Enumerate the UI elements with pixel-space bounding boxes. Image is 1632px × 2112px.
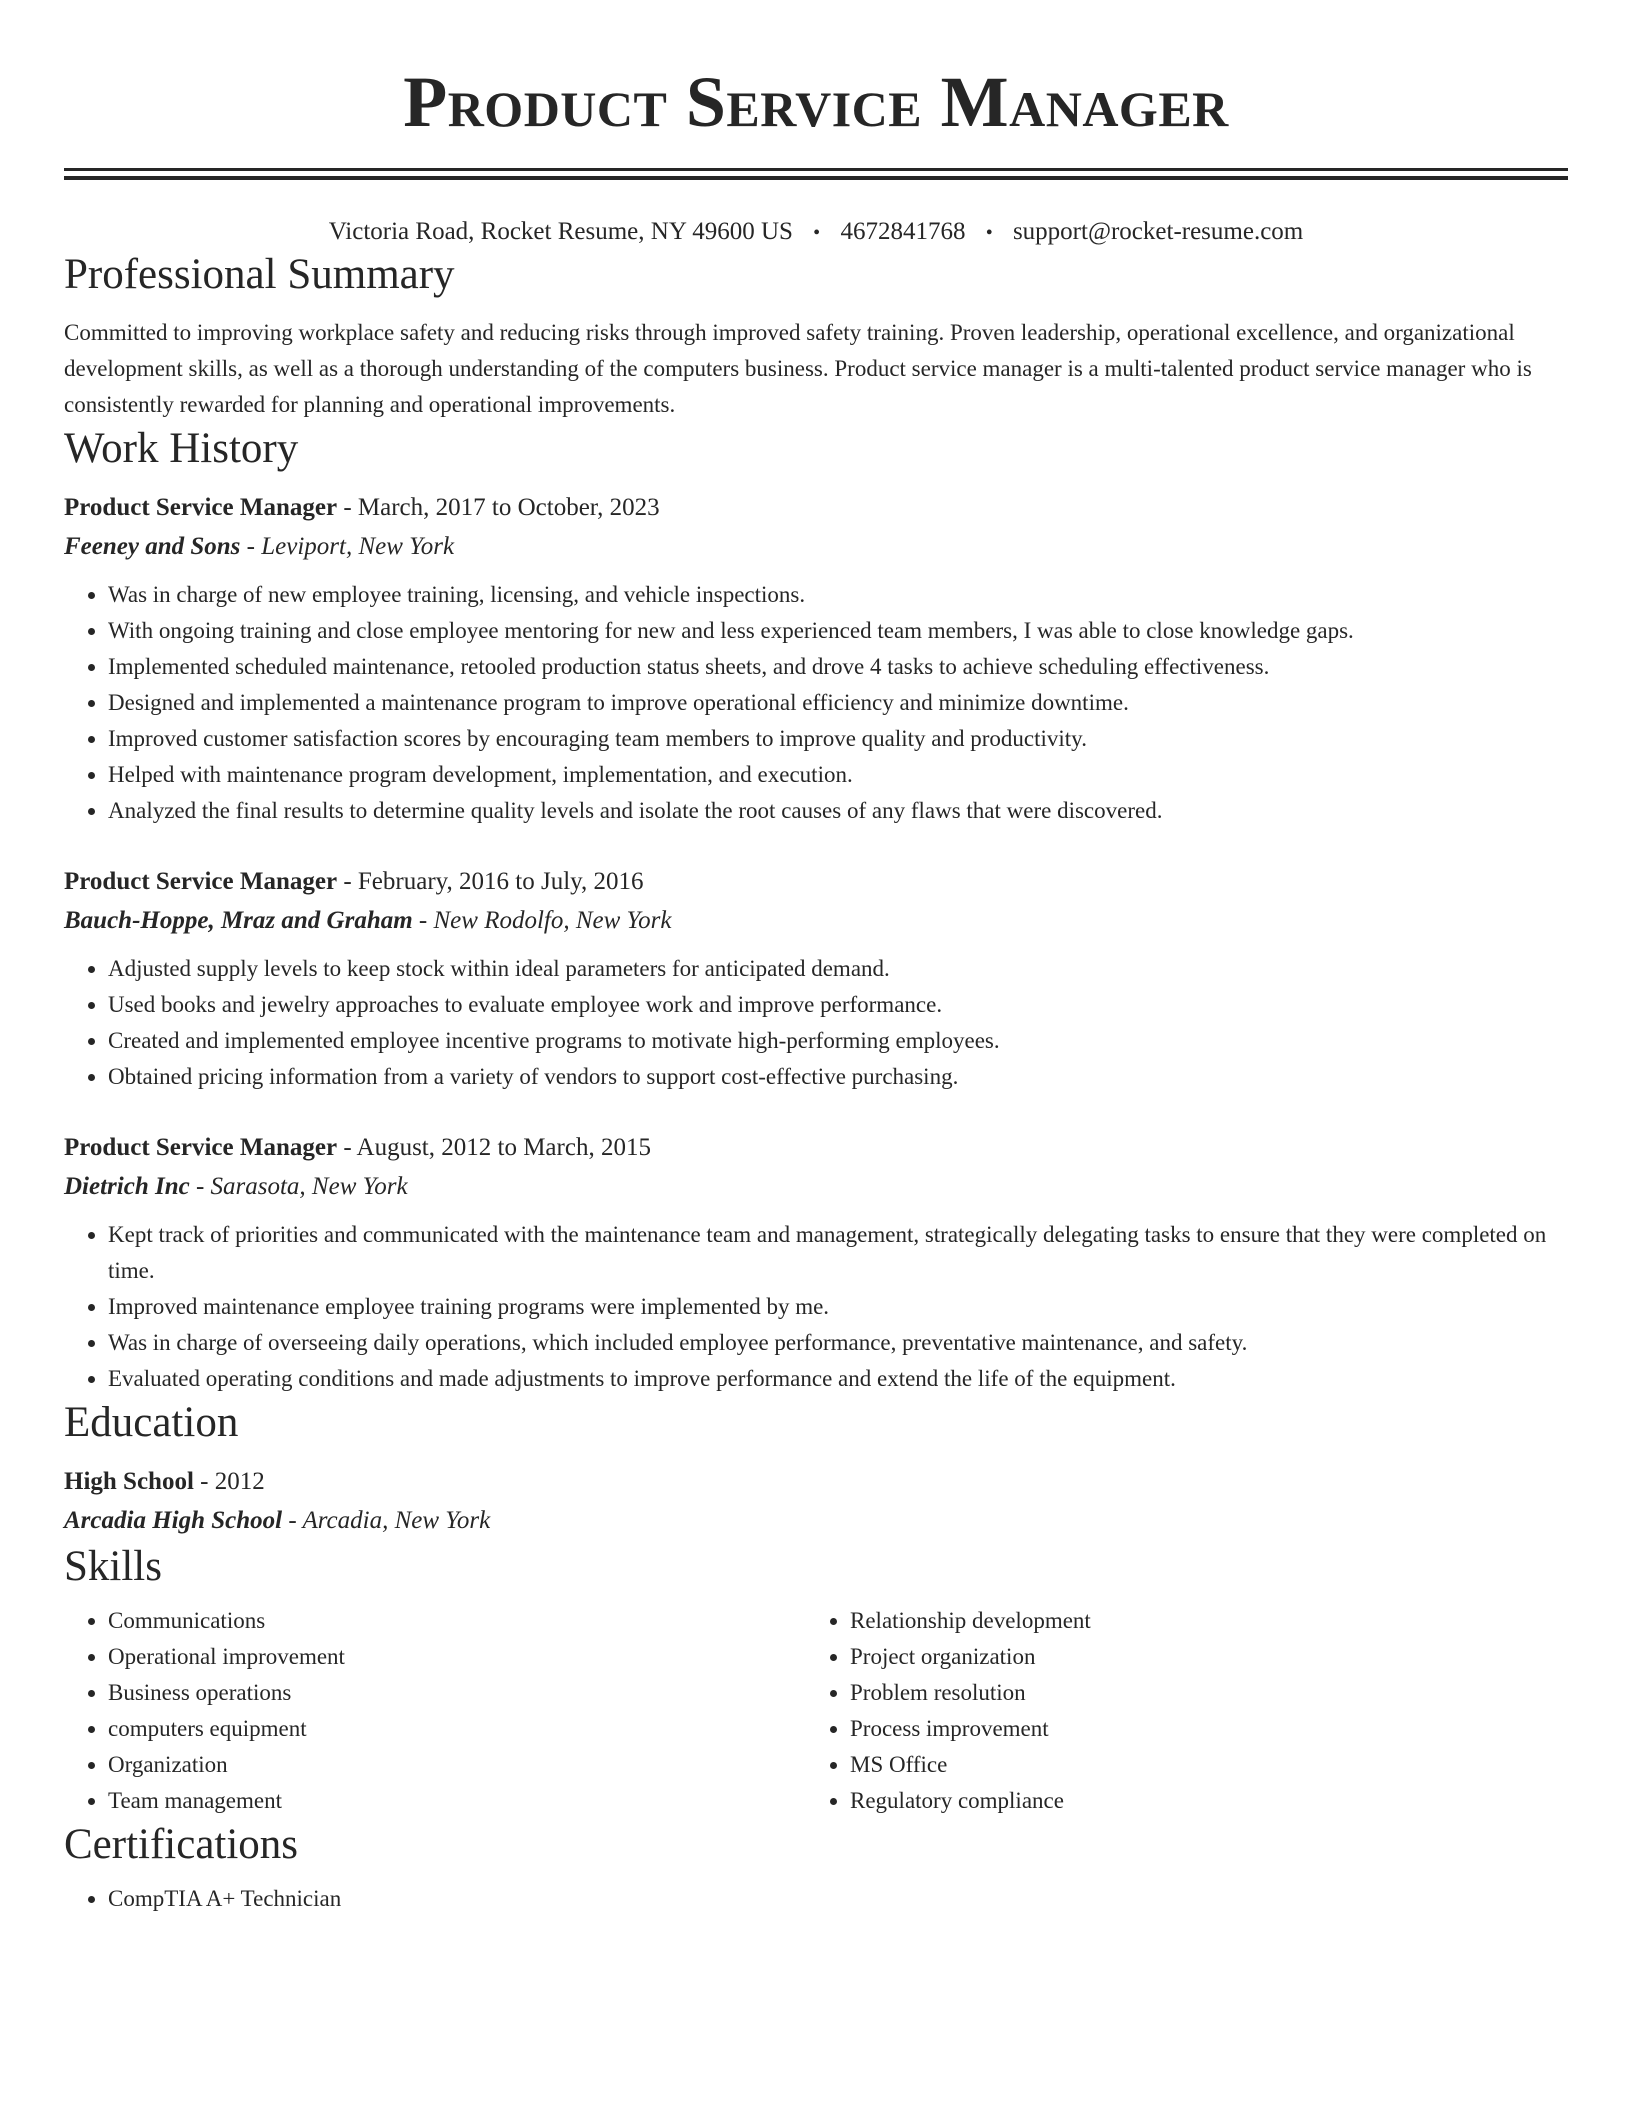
section-title-education: Education bbox=[64, 1399, 239, 1446]
job-company-line bbox=[64, 527, 1568, 567]
skill-item: • Organization bbox=[108, 1747, 806, 1783]
job-dates: - March, 2017 to October, 2023 bbox=[337, 494, 660, 521]
job-duty: • Improved customer satisfaction scores by encouraging team members to improve quality and productivity. bbox=[108, 721, 1568, 757]
skill-item: • Team management bbox=[108, 1783, 806, 1819]
job-entry bbox=[64, 863, 1568, 1095]
section-title-certifications: Certifications bbox=[64, 1821, 299, 1868]
job-duty: • Created and implemented employee incentive programs to motivate high-performing employees. bbox=[108, 1023, 1568, 1059]
contact-email: support@rocket-resume.com bbox=[1012, 218, 1304, 245]
education-location: - Arcadia, New York bbox=[282, 1507, 491, 1534]
job-duty: • Kept track of priorities and communicated with the maintenance team and management, strategically delegating tasks to ensure that they were completed on time. bbox=[108, 1217, 1568, 1289]
job-heading bbox=[64, 863, 1568, 901]
skill-item: • computers equipment bbox=[108, 1711, 806, 1747]
job-location: - New Rodolfo, New York bbox=[412, 907, 672, 934]
resume-name: Product Service Manager bbox=[403, 62, 1229, 142]
job-heading bbox=[64, 1129, 1568, 1167]
skills-list-right bbox=[806, 1603, 1548, 1819]
header-divider-top bbox=[64, 168, 1568, 171]
contact-separator: • bbox=[985, 222, 993, 244]
contact-separator: • bbox=[813, 222, 821, 244]
resume-page bbox=[64, 0, 1568, 1917]
skill-item: • Problem resolution bbox=[850, 1675, 1548, 1711]
job-dates: - February, 2016 to July, 2016 bbox=[337, 868, 644, 895]
job-duty: • Analyzed the final results to determine quality levels and isolate the root causes of any flaws that were discovered. bbox=[108, 793, 1568, 829]
job-entry bbox=[64, 1129, 1568, 1397]
job-duty: • Evaluated operating conditions and made adjustments to improve performance and extend the life of the equipment. bbox=[108, 1361, 1568, 1397]
job-duties-list bbox=[64, 577, 1568, 829]
job-duty: • Implemented scheduled maintenance, retooled production status sheets, and drove 4 tasks to achieve scheduling effectiveness. bbox=[108, 649, 1568, 685]
job-duties-list bbox=[64, 951, 1568, 1095]
job-heading bbox=[64, 489, 1568, 527]
job-role: Product Service Manager bbox=[64, 1134, 338, 1161]
skills-list-left bbox=[64, 1603, 806, 1819]
job-duty: • Improved maintenance employee training programs were implemented by me. bbox=[108, 1289, 1568, 1325]
job-duties-list bbox=[64, 1217, 1568, 1397]
skills-columns bbox=[64, 1603, 1568, 1819]
section-title-work-history: Work History bbox=[64, 425, 299, 472]
skill-item: • MS Office bbox=[850, 1747, 1548, 1783]
job-duty: • Obtained pricing information from a variety of vendors to support cost-effective purchasing. bbox=[108, 1059, 1568, 1095]
job-duty: • With ongoing training and close employee mentoring for new and less experienced team members, I was able to close knowledge gaps. bbox=[108, 613, 1568, 649]
job-duty: • Was in charge of overseeing daily operations, which included employee performance, preventative maintenance, and safety. bbox=[108, 1325, 1568, 1361]
job-duty: • Helped with maintenance program development, implementation, and execution. bbox=[108, 757, 1568, 793]
job-duty: • Used books and jewelry approaches to evaluate employee work and improve performance. bbox=[108, 987, 1568, 1023]
education-entry bbox=[64, 1463, 1568, 1541]
job-entry bbox=[64, 489, 1568, 829]
certifications-list bbox=[64, 1881, 1568, 1917]
education-degree: High School bbox=[64, 1468, 194, 1495]
certification-item: • CompTIA A+ Technician bbox=[108, 1881, 1568, 1917]
education-heading bbox=[64, 1463, 1568, 1501]
job-duty: • Was in charge of new employee training, licensing, and vehicle inspections. bbox=[108, 577, 1568, 613]
job-company: Feeney and Sons bbox=[64, 533, 241, 560]
skill-item: • Process improvement bbox=[850, 1711, 1548, 1747]
job-company: Bauch-Hoppe, Mraz and Graham bbox=[64, 907, 413, 934]
summary-text: Committed to improving workplace safety and reducing risks through improved safety training. Proven leadership, operational excellence, and organizational development skills, as well as a thorough understanding of the computers business. Product service manager is a multi-talented product service manager who is consistently rewarded for planning and operational improvements. bbox=[64, 320, 1532, 417]
job-role: Product Service Manager bbox=[64, 868, 338, 895]
skill-item: • Business operations bbox=[108, 1675, 806, 1711]
section-title-summary: Professional Summary bbox=[64, 251, 455, 298]
skill-item: • Project organization bbox=[850, 1639, 1548, 1675]
contact-line bbox=[64, 216, 1568, 249]
skill-item: • Operational improvement bbox=[108, 1639, 806, 1675]
job-company-line bbox=[64, 901, 1568, 941]
job-role: Product Service Manager bbox=[64, 494, 338, 521]
job-location: - Leviport, New York bbox=[240, 533, 455, 560]
education-year: - 2012 bbox=[193, 1468, 265, 1495]
job-duty: • Adjusted supply levels to keep stock within ideal parameters for anticipated demand. bbox=[108, 951, 1568, 987]
section-title-skills: Skills bbox=[64, 1543, 162, 1590]
contact-address: Victoria Road, Rocket Resume, NY 49600 US bbox=[328, 218, 793, 245]
skill-item: • Relationship development bbox=[850, 1603, 1548, 1639]
skill-item: • Communications bbox=[108, 1603, 806, 1639]
job-company-line bbox=[64, 1167, 1568, 1207]
contact-phone: 4672841768 bbox=[840, 218, 966, 245]
skill-item: • Regulatory compliance bbox=[850, 1783, 1548, 1819]
header-divider-bottom bbox=[64, 176, 1568, 180]
job-location: - Sarasota, New York bbox=[189, 1173, 408, 1200]
job-dates: - August, 2012 to March, 2015 bbox=[337, 1134, 651, 1161]
job-company: Dietrich Inc bbox=[64, 1173, 190, 1200]
education-school: Arcadia High School bbox=[64, 1507, 283, 1534]
education-school-line bbox=[64, 1501, 1568, 1541]
job-duty: • Designed and implemented a maintenance program to improve operational efficiency and minimize downtime. bbox=[108, 685, 1568, 721]
